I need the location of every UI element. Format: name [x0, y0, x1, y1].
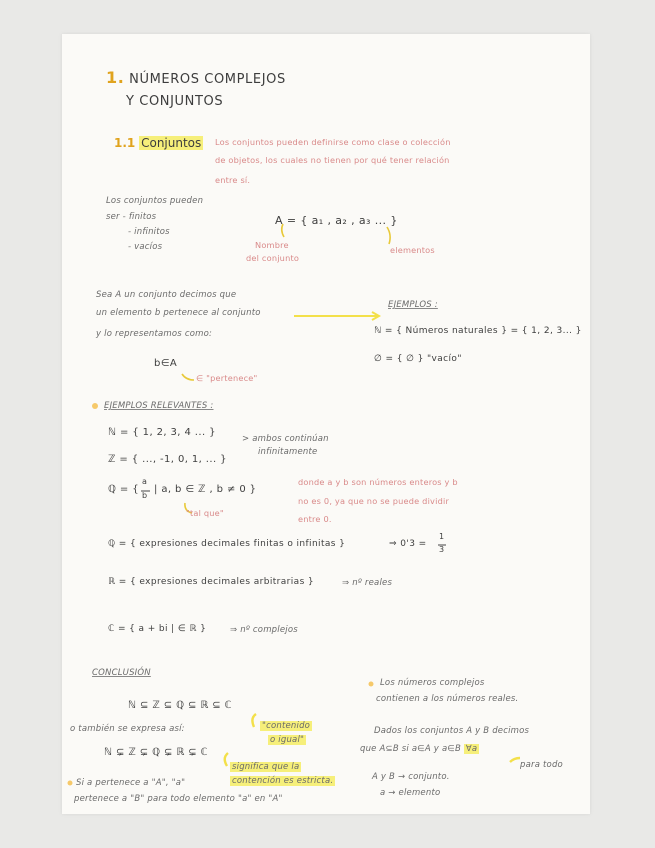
set-z: ℤ = { ..., -1, 0, 1, ... } [108, 454, 227, 465]
bullet-line2: pertenece a "B" para todo elemento "a" en "A" [74, 794, 283, 804]
conclusion-chain: ℕ ⊆ ℤ ⊆ ℚ ⊆ ℝ ⊆ ℂ [128, 700, 232, 711]
belongs-line1: Sea A un conjunto decimos que [96, 290, 237, 300]
contenido-hook [252, 714, 256, 727]
set-q-close: | a, b ∈ ℤ , b ≠ 0 } [154, 484, 257, 495]
section-number: 1.1 [114, 136, 136, 150]
relevant-title: EJEMPLOS RELEVANTES : [104, 401, 214, 411]
chapter-heading [106, 68, 286, 87]
types-item-infinite: - infinitos [128, 227, 170, 237]
label-name-line1: Nombre [255, 240, 289, 250]
para-todo-symbol: ∀a [465, 744, 478, 754]
set-q-open: ℚ = { [108, 484, 139, 495]
third-numerator: 1 [439, 532, 445, 541]
ab-note: A y B → conjunto. [372, 772, 450, 782]
complex-line1: Los números complejos [380, 678, 485, 688]
belongs-line2: un elemento b pertenece al conjunto [96, 308, 261, 318]
example-naturals: ℕ = { Números naturales } = { 1, 2, 3... } [374, 326, 582, 336]
conclusion-title: CONCLUSIÓN [92, 668, 151, 678]
conclusion-also: o también se expresa así: [70, 724, 185, 734]
definition-line2: de objetos, los cuales no tienen por qué tener relación [215, 155, 450, 165]
contenido-line1: "contenido [262, 721, 311, 731]
label-name-line2: del conjunto [246, 253, 300, 263]
both-note-line2: infinitamente [258, 447, 318, 457]
bullet-line1: Si a pertenece a "A", "a" [76, 778, 186, 788]
q-note-line3: entre 0. [298, 514, 332, 524]
c-note: ⇒ nº complejos [230, 625, 298, 635]
q-decimal-example: ⇒ 0'3 = [389, 539, 427, 549]
types-intro-line2: ser - finitos [106, 212, 157, 222]
section-title: Conjuntos [141, 136, 202, 150]
definition-line1: Los conjuntos pueden definirse como clase o colección [215, 137, 451, 147]
set-r: ℝ = { expresiones decimales arbitrarias } [108, 577, 315, 587]
bullet-si [68, 781, 73, 786]
q-note-line2: no es 0, ya que no se puede dividir [298, 496, 450, 506]
definition-line3: entre sí. [215, 175, 251, 185]
example-empty: ∅ = { ∅ } "vacío" [374, 354, 462, 364]
strict-line1: significa que la [232, 762, 300, 772]
bullet-complex [369, 682, 374, 687]
belongs-formula: b∈A [154, 358, 178, 369]
examples-title: EJEMPLOS : [388, 300, 438, 310]
q-note-line1: donde a y b son números enteros y b [298, 477, 458, 487]
set-q-decimal: ℚ = { expresiones decimales finitas o infinitas } [108, 539, 346, 549]
belongs-line3: y lo representamos como: [96, 329, 213, 339]
complex-line2: contienen a los números reales. [376, 694, 519, 704]
sets-line1: Dados los conjuntos A y B decimos [374, 726, 530, 736]
set-q-denominator: b [142, 491, 148, 500]
third-denominator: 3 [439, 545, 445, 554]
set-formula: A = { a₁ , a₂ , a₃ ... } [275, 214, 398, 227]
sets-line2: que A⊆B si a∈A y a∈B ∀a [360, 744, 478, 754]
strict-hook [225, 753, 228, 766]
chapter-title-line1: NÚMEROS COMPLEJOS [129, 72, 286, 87]
belongs-note: ∈ "pertenece" [196, 373, 258, 383]
section-heading [114, 136, 203, 150]
types-item-empty: - vacíos [128, 242, 163, 252]
bullet-relevant [92, 403, 98, 409]
talque-note: "tal que" [186, 508, 224, 518]
label-elements: elementos [390, 245, 435, 255]
chapter-title-line2: Y CONJUNTOS [126, 94, 224, 109]
set-c: ℂ = { a + bi | ∈ ℝ } [108, 624, 207, 634]
para-todo-hook [510, 758, 520, 762]
notebook-page [62, 34, 590, 814]
strict-chain: ℕ ⊊ ℤ ⊊ ℚ ⊊ ℝ ⊊ ℂ [104, 747, 208, 758]
set-n: ℕ = { 1, 2, 3, 4 ... } [108, 427, 216, 438]
belongs-arrow [182, 374, 194, 380]
types-intro-line1: Los conjuntos pueden [106, 196, 204, 206]
contenido-line2: o igual" [270, 735, 305, 745]
a-note: a → elemento [380, 788, 441, 798]
set-q-numerator: a [142, 477, 148, 486]
para-todo-note: para todo [520, 760, 563, 770]
strict-line2: contención es estricta. [232, 776, 334, 786]
both-note-line1: > ambos continúan [242, 434, 329, 444]
r-note: ⇒ nº reales [342, 578, 393, 588]
elements-arrow [387, 227, 390, 244]
chapter-number: 1. [106, 68, 125, 87]
